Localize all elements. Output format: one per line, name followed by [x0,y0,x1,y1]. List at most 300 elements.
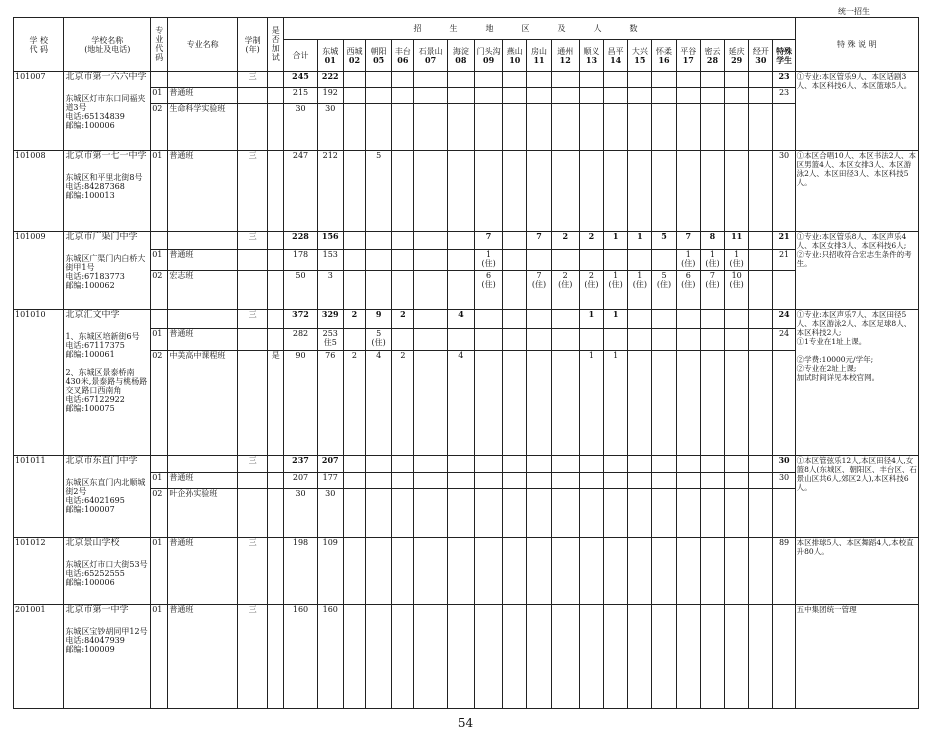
district-count [551,88,579,104]
district-header-12 [551,40,579,72]
address-line: 1、东城区培新街6号 [65,332,140,341]
district-count [447,104,474,151]
major-code [151,456,168,473]
duration [237,329,267,351]
district-count [676,88,700,104]
district-count [725,473,749,489]
header-major-name: 专业名称 [168,18,238,72]
district-code: 12 [559,54,571,65]
district-count [414,310,447,329]
special-students-count: 23 [773,72,795,88]
admission-table [13,17,919,709]
district-count [392,329,414,351]
district-count [474,329,502,351]
district-count: 207 [317,456,343,473]
district-count [527,88,551,104]
district-header-15 [628,40,652,72]
district-count [366,605,392,709]
duration [237,351,267,456]
district-code: 11 [533,54,545,65]
table-row [14,151,919,232]
district-count: 156 [317,232,343,250]
district-count [474,72,502,88]
district-count [392,605,414,709]
district-name: 石景山 [418,46,443,56]
district-count [749,232,773,250]
district-count [447,605,474,709]
district-header-29 [725,40,749,72]
district-count [700,456,724,473]
district-count [414,151,447,232]
district-count [343,104,365,151]
major-name [168,232,238,250]
district-header-07 [414,40,447,72]
district-count [749,489,773,538]
district-count [700,310,724,329]
district-count [579,151,603,232]
table-row [14,232,919,250]
district-count: 2 [392,310,414,329]
special-students-count: 21 [773,232,795,250]
district-count [628,104,652,151]
district-count [579,538,603,605]
header-extra-test-cell [268,18,284,72]
district-count [503,456,527,473]
extra-test [268,88,284,104]
district-count [749,473,773,489]
district-count [447,456,474,473]
district-count [551,605,579,709]
district-name: 丰台 [394,46,411,56]
district-count [474,473,502,489]
district-count [551,104,579,151]
district-count [604,473,628,489]
extra-test [268,72,284,88]
district-count: 1 [604,310,628,329]
district-count [447,250,474,271]
special-students-count: 30 [773,456,795,473]
district-count: 1 (住) [676,250,700,271]
district-count [527,456,551,473]
district-count: 253 住5 [317,329,343,351]
table-body [14,72,919,709]
district-count [474,456,502,473]
total-count: 247 [284,151,317,232]
special-students-count [773,351,795,456]
address-line: 邮编:100062 [65,281,115,290]
extra-test [268,473,284,489]
major-name: 普通班 [168,473,238,489]
major-code: 01 [151,538,168,605]
major-code: 02 [151,489,168,538]
total-count: 237 [284,456,317,473]
special-students-count [773,271,795,310]
duration: 三 [237,72,267,88]
special-note: ①本区管弦乐12人,本区田径4人,女篮8人(东城区、朝阳区、丰台区、石景山区共6人,郊区2人),本区科技6人。 [795,456,918,538]
district-count [725,104,749,151]
district-count: 5 [366,151,392,232]
district-count: 76 [317,351,343,456]
district-count [700,151,724,232]
district-count [579,329,603,351]
district-count [749,351,773,456]
district-count [366,538,392,605]
district-count [628,538,652,605]
total-count: 30 [284,104,317,151]
district-count [652,605,676,709]
district-count: 11 [725,232,749,250]
district-count [551,310,579,329]
district-count [414,489,447,538]
district-count [392,88,414,104]
school-code: 101009 [14,232,64,310]
district-count [749,538,773,605]
district-count [725,88,749,104]
major-name: 普通班 [168,605,238,709]
district-count [676,605,700,709]
district-count [447,329,474,351]
district-count [447,88,474,104]
header-special-note: 特 殊 说 明 [795,18,918,72]
major-name: 普通班 [168,329,238,351]
table-row [14,310,919,329]
school-address [65,478,149,514]
district-count [527,72,551,88]
special-note: 本区排球5人、本区舞蹈4人,本校直升80人。 [795,538,918,605]
district-count: 177 [317,473,343,489]
major-name: 普通班 [168,151,238,232]
major-code: 01 [151,88,168,104]
district-count: 30 [317,489,343,538]
district-count [392,250,414,271]
district-name: 平谷 [680,46,697,56]
district-count: 212 [317,151,343,232]
major-name: 普通班 [168,88,238,104]
address-line: 邮编:100061 [65,350,115,359]
district-count [392,473,414,489]
district-code: 02 [348,54,361,65]
district-count [676,351,700,456]
duration [237,489,267,538]
district-count [474,605,502,709]
duration: 三 [237,232,267,250]
district-count [725,351,749,456]
special-students-count: 30 [773,151,795,232]
district-count [628,329,652,351]
district-count [503,72,527,88]
district-count [725,538,749,605]
district-count [343,151,365,232]
extra-test [268,456,284,473]
district-count [414,271,447,310]
table-row [14,72,919,88]
total-count: 178 [284,250,317,271]
district-count: 222 [317,72,343,88]
district-count [551,538,579,605]
district-header-13 [579,40,603,72]
address-line [65,359,149,368]
school-code: 101007 [14,72,64,151]
district-count [474,151,502,232]
district-count [474,489,502,538]
district-count: 5 (住) [366,329,392,351]
school-address [65,173,149,200]
school-address [65,627,149,654]
address-line: 电话:84287368 [65,182,125,191]
district-count [628,310,652,329]
district-count: 7 [527,232,551,250]
district-count [700,104,724,151]
district-count [366,104,392,151]
total-count: 198 [284,538,317,605]
district-name: 西城 [346,46,363,56]
district-count [474,88,502,104]
special-students-count: 30 [773,473,795,489]
address-line: 东城区灯市口大街53号 [65,560,148,569]
header-extra-test: 是否加试 [271,25,281,62]
district-count [725,329,749,351]
district-count [527,351,551,456]
district-count: 2 [343,310,365,329]
school-address [65,332,149,413]
total-count: 50 [284,271,317,310]
district-name: 顺义 [583,46,600,56]
school-code: 101011 [14,456,64,538]
district-count [749,88,773,104]
district-count: 1 [579,351,603,456]
district-count [527,310,551,329]
special-note: ①专业:本区声乐7人、本区田径5人、本区游泳2人、本区足球8人、本区科技2人; ①1专业在1址上课。 ②学费:10000元/学年; ②专业在2址上课; 加试时间详见本校官网。 [795,310,918,456]
district-count [503,329,527,351]
district-header-14 [604,40,628,72]
district-count [551,151,579,232]
address-line: 邮编:100006 [65,121,115,130]
district-count [447,271,474,310]
district-code: 05 [373,54,385,65]
address-line: 邮编:100075 [65,404,115,413]
district-count [503,250,527,271]
district-count [366,271,392,310]
school-address [65,254,149,290]
header-major-code-cell [151,18,168,72]
district-code: 15 [634,54,646,65]
school-name: 北京市第一中学 [65,605,129,615]
district-header-02 [343,40,365,72]
school-address [65,94,149,130]
school-info [64,151,151,232]
district-count [392,538,414,605]
district-count [604,605,628,709]
district-count [628,605,652,709]
district-count [676,72,700,88]
extra-test [268,605,284,709]
district-count [749,271,773,310]
special-students-count: 24 [773,329,795,351]
district-count [579,456,603,473]
district-count: 2 [392,351,414,456]
district-count: 7 [474,232,502,250]
district-count [676,310,700,329]
district-count: 1 (住) [725,250,749,271]
district-count [343,605,365,709]
district-count [604,151,628,232]
address-line: 电话:64021695 [65,496,125,505]
address-line: 东城区东直门内北顺城街2号 [65,478,146,496]
district-count [604,104,628,151]
school-code: 101012 [14,538,64,605]
school-info [64,605,151,709]
district-count [749,151,773,232]
district-count [652,88,676,104]
district-count [503,88,527,104]
district-count [749,456,773,473]
district-name: 燕山 [506,46,523,56]
district-count: 1 [579,310,603,329]
district-count: 7 (住) [527,271,551,310]
district-count: 6 (住) [474,271,502,310]
school-info [64,456,151,538]
district-count [700,473,724,489]
district-count: 1 (住) [628,271,652,310]
district-count [414,72,447,88]
district-header-05 [366,40,392,72]
district-code: 08 [455,54,467,65]
header-total: 合计 [284,40,317,72]
district-count [366,250,392,271]
district-count [474,538,502,605]
district-count [700,88,724,104]
district-count [503,538,527,605]
school-code: 101008 [14,151,64,232]
district-count [414,605,447,709]
district-count [503,310,527,329]
district-count: 2 (住) [579,271,603,310]
major-name: 宏志班 [168,271,238,310]
school-name: 北京汇文中学 [65,310,120,320]
district-count [366,72,392,88]
district-name: 房山 [531,46,547,56]
district-count [392,271,414,310]
school-name: 北京市广渠门中学 [65,232,138,242]
district-count: 5 (住) [652,271,676,310]
district-count [700,329,724,351]
address-line: 电话:67122922 [65,395,125,404]
district-count [414,473,447,489]
table-row [14,538,919,605]
district-name: 通州 [557,46,574,56]
total-count: 160 [284,605,317,709]
district-name: 海淀 [452,46,469,56]
major-name [168,72,238,88]
duration: 三 [237,310,267,329]
district-name: 门头沟 [476,46,501,56]
duration [237,473,267,489]
address-line: 邮编:100006 [65,578,115,587]
district-count [604,72,628,88]
district-count [474,351,502,456]
major-code: 01 [151,151,168,232]
address-line: 东城区灯市东口同福夹道3号 [65,94,146,112]
total-count: 282 [284,329,317,351]
district-count: 160 [317,605,343,709]
header-school-code: 学 校 代 码 [14,18,64,72]
district-count: 1 (住) [604,271,628,310]
district-code: 30 [755,54,767,65]
district-count [749,310,773,329]
district-count [447,473,474,489]
district-count [652,456,676,473]
district-code: 14 [610,54,622,65]
district-count [652,151,676,232]
header-title: 招生地区及人数 [284,18,795,40]
district-count: 4 [366,351,392,456]
district-count [414,88,447,104]
district-count [414,232,447,250]
district-count [343,456,365,473]
district-count [628,72,652,88]
school-name: 北京市第一七一中学 [65,151,147,161]
major-name [168,310,238,329]
district-count [676,456,700,473]
district-count [652,104,676,151]
district-count [725,605,749,709]
total-count: 215 [284,88,317,104]
district-count [579,72,603,88]
school-name: 北京市东直门中学 [65,456,138,466]
district-name: 朝阳 [370,46,387,56]
district-count [414,538,447,605]
district-header-28 [700,40,724,72]
district-count [447,72,474,88]
district-count [700,489,724,538]
special-note: 五中集团统一管理 [795,605,918,709]
district-count [725,489,749,538]
major-name: 普通班 [168,538,238,605]
district-count [551,351,579,456]
special-students-count: 24 [773,310,795,329]
special-students-count [773,605,795,709]
district-count [749,250,773,271]
district-count: 10 (住) [725,271,749,310]
district-count [749,104,773,151]
district-count [676,104,700,151]
district-header-11 [527,40,551,72]
district-count [551,489,579,538]
school-name: 北京市第一六六中学 [65,72,147,82]
address-line: 电话:67117375 [65,341,125,350]
district-count: 1 (住) [700,250,724,271]
duration [237,250,267,271]
special-students-count: 89 [773,538,795,605]
total-count: 90 [284,351,317,456]
major-name: 普通班 [168,250,238,271]
district-count [579,88,603,104]
district-count [503,473,527,489]
district-count: 2 [343,351,365,456]
district-name: 大兴 [631,46,648,56]
district-count [551,329,579,351]
table-row [14,605,919,709]
district-count [652,310,676,329]
extra-test [268,310,284,329]
district-count [749,72,773,88]
district-count [447,151,474,232]
district-name: 东城 [322,46,339,56]
district-count [551,473,579,489]
duration [237,271,267,310]
district-count: 2 [579,232,603,250]
special-students-count: 23 [773,88,795,104]
